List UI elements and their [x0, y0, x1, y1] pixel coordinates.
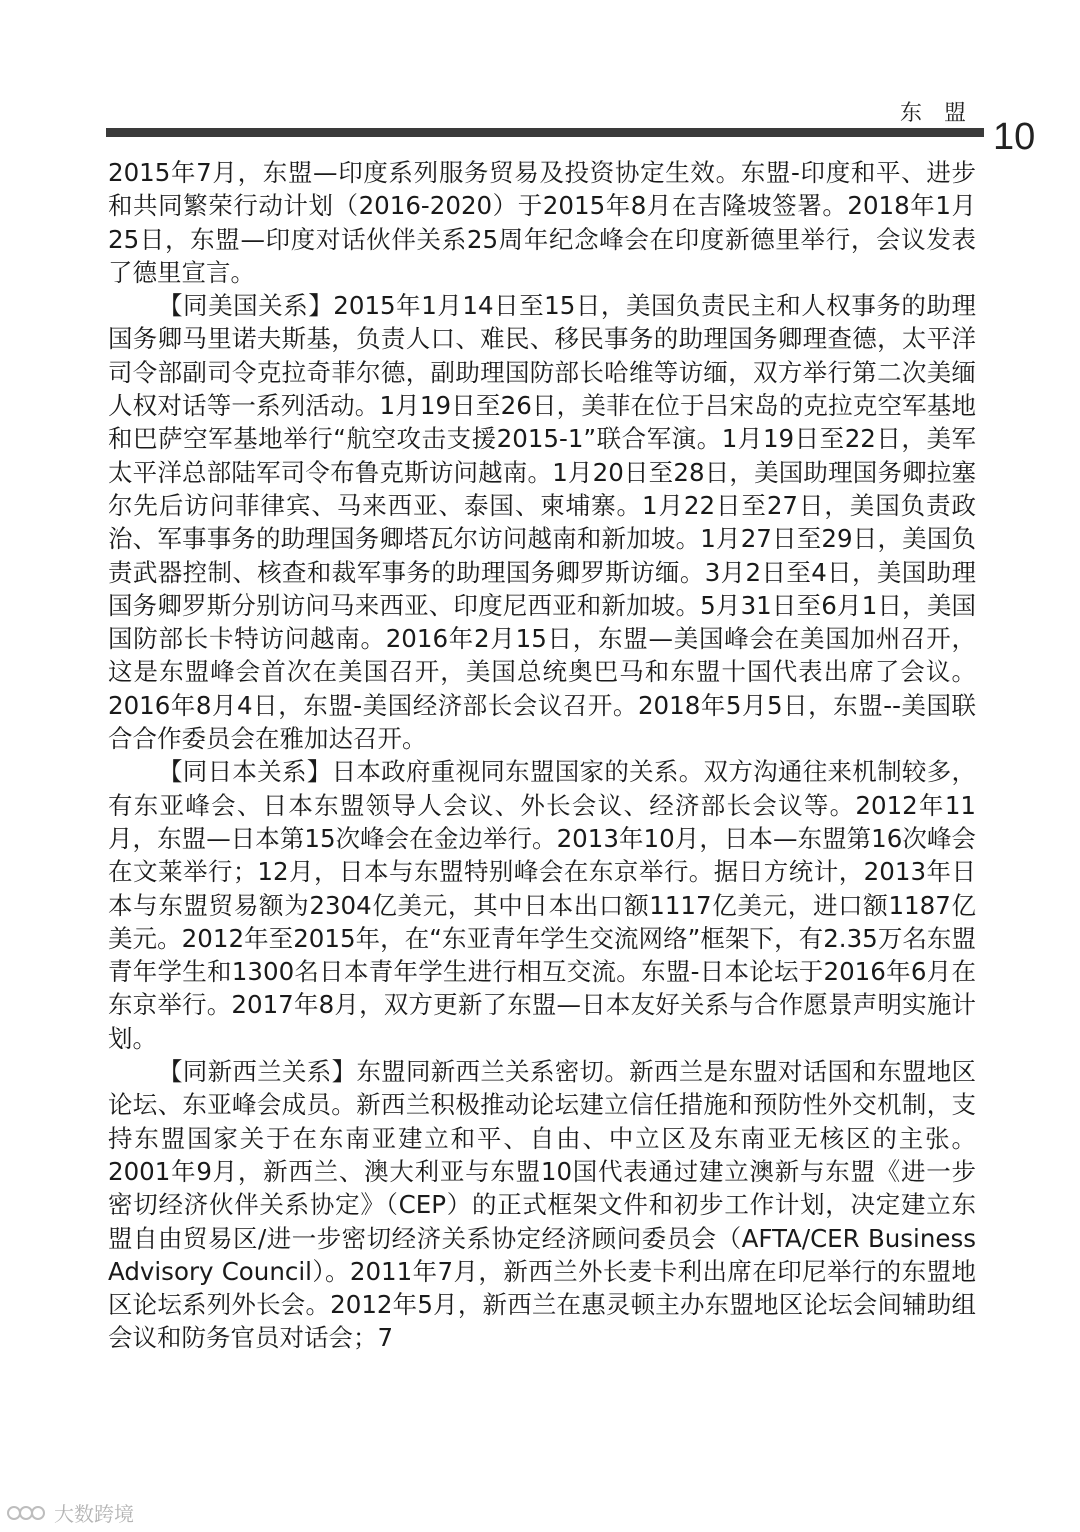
paragraph-text: 2015年7月，东盟—印度系列服务贸易及投资协定生效。东盟-印度和平、进步和共同繁荣行动计划（2016-2020）于2015年8月在吉隆坡签署。2018年1月25日，东盟—印度对话伙伴关系25周年纪念峰会在印度新德里举行，会议发表了德里宣言。 — [108, 158, 976, 287]
paragraph-lead: 【同美国关系】 — [158, 291, 334, 321]
watermark — [6, 1498, 134, 1527]
body-text — [108, 156, 976, 1355]
paragraph-text: 日本政府重视同东盟国家的关系。双方沟通往来机制较多，有东亚峰会、日本东盟领导人会议、外长会议、经济部长会议等。2012年11月，东盟—日本第15次峰会在金边举行。2013年10月，日本—东盟第16次峰会在文莱举行；12月，日本与东盟特别峰会在东京举行。据日方统计，2013年日本与东盟贸易额为2304亿美元，其中日本出口额1117亿美元，进口额1187亿美元。2012年至2015年，在“东亚青年学生交流网络”框架下，有2.35万名东盟青年学生和1300名日本青年学生进行相互交流。东盟-日本论坛于2016年6月在东京举行。2017年8月，双方更新了东盟—日本友好关系与合作愿景声明实施计划。 — [108, 757, 976, 1053]
paragraph-usa-relations — [108, 289, 976, 755]
header-rule — [106, 128, 984, 137]
paragraph-lead: 【同新西兰关系】 — [158, 1057, 357, 1087]
watermark-logo-icon — [6, 1502, 50, 1524]
paragraph-newzealand-relations — [108, 1055, 976, 1355]
paragraph-text: 2015年1月14日至15日，美国负责民主和人权事务的助理国务卿马里诺夫斯基，负责人口、难民、移民事务的助理国务卿理查德，太平洋司令部副司令克拉奇菲尔德，副助理国防部长哈维等访缅，双方举行第二次美缅人权对话等一系列活动。1月19日至26日，美菲在位于吕宋岛的克拉克空军基地和巴萨空军基地举行“航空攻击支援2015-1”联合军演。1月19日至22日，美军太平洋总部陆军司令布鲁克斯访问越南。1月20日至28日，美国助理国务卿拉塞尔先后访问菲律宾、马来西亚、泰国、柬埔寨。1月22日至27日，美国负责政治、军事事务的助理国务卿塔瓦尔访问越南和新加坡。1月27日至29日，美国负责武器控制、核查和裁军事务的助理国务卿罗斯访缅。3月2日至4日，美国助理国务卿罗斯分别访问马来西亚、印度尼西亚和新加坡。5月31日至6月1日，美国国防部长卡特访问越南。2016年2月15日，东盟—美国峰会在美国加州召开，这是东盟峰会首次在美国召开，美国总统奥巴马和东盟十国代表出席了会议。2016年8月4日，东盟-美国经济部长会议召开。2018年5月5日，东盟--美国联合合作委员会在雅加达召开。 — [108, 291, 976, 754]
page-number: 10 — [993, 116, 1036, 158]
paragraph-lead: 【同日本关系】 — [158, 757, 332, 787]
running-header-title: 东盟 — [900, 101, 989, 126]
watermark-text: 大数跨境 — [54, 1502, 134, 1526]
paragraph-japan-relations — [108, 755, 976, 1055]
paragraph-text: 东盟同新西兰关系密切。新西兰是东盟对话国和东盟地区论坛、东亚峰会成员。新西兰积极推动论坛建立信任措施和预防性外交机制，支持东盟国家关于在东南亚建立和平、自由、中立区及东南亚无核区的主张。2001年9月，新西兰、澳大利亚与东盟10国代表通过建立澳新与东盟《进一步密切经济伙伴关系协定》（CEP）的正式框架文件和初步工作计划，决定建立东盟自由贸易区/进一步密切经济关系协定经济顾问委员会（AFTA/CER Business Advisory Council）。2011年7月，新西兰外长麦卡利出席在印尼举行的东盟地区论坛系列外长会。2012年5月，新西兰在惠灵顿主办东盟地区论坛会间辅助组会议和防务官员对话会；7 — [108, 1057, 976, 1353]
paragraph-india-continued — [108, 156, 976, 289]
